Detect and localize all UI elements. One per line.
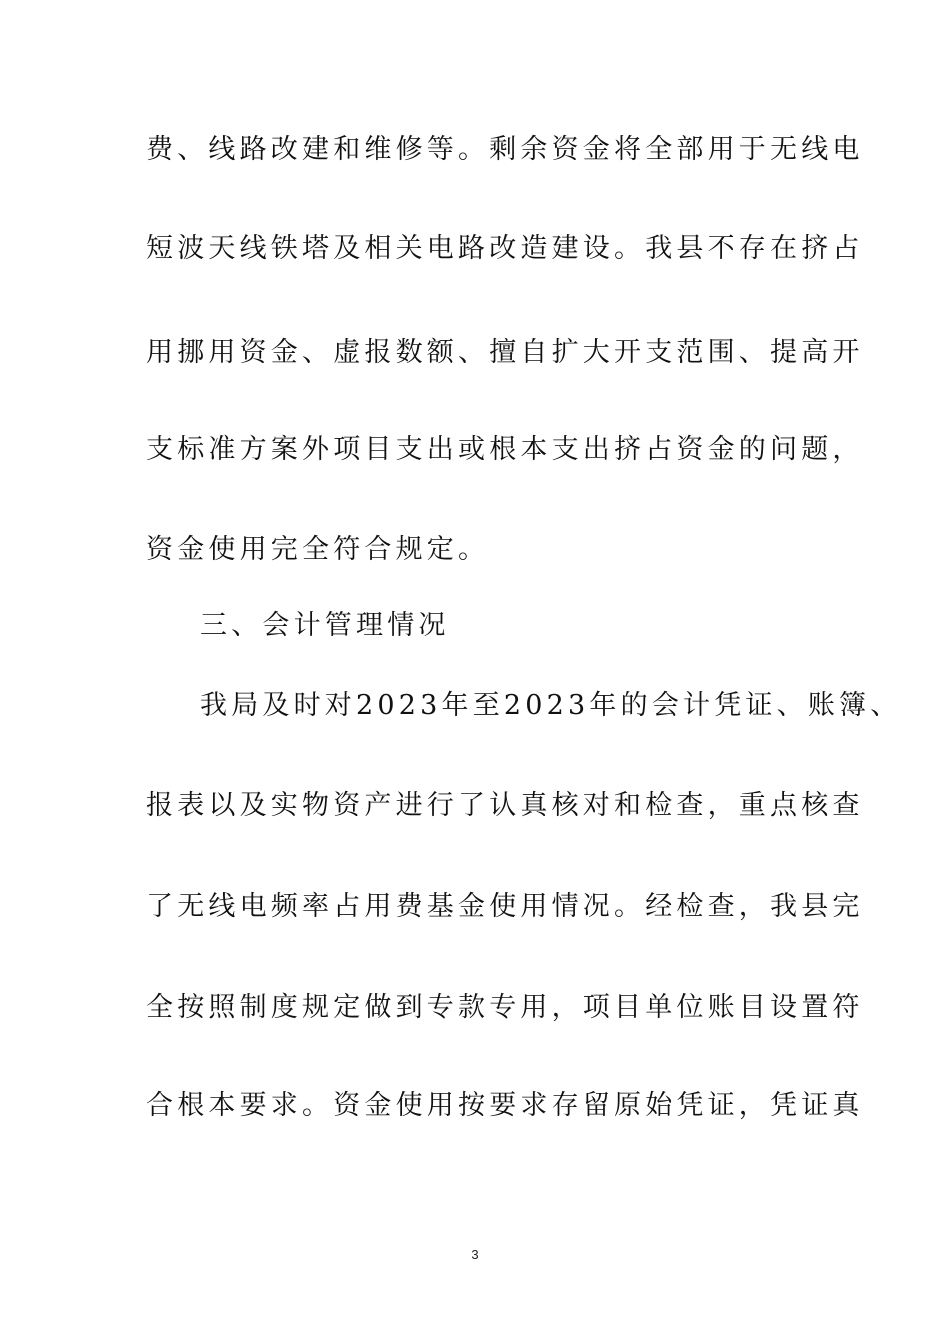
body-text-line: 资金使用完全符合规定。	[146, 534, 490, 565]
body-text-line: 全按照制度规定做到专款专用，项目单位账目设置符	[146, 992, 864, 1023]
body-text-line: 我局及时对2023年至2023年的会计凭证、账簿、	[200, 690, 902, 721]
body-text-line: 费、线路改建和维修等。剩余资金将全部用于无线电	[146, 134, 864, 165]
body-text-line: 了无线电频率占用费基金使用情况。经检查，我县完	[146, 891, 864, 922]
body-text-line: 短波天线铁塔及相关电路改造建设。我县不存在挤占	[146, 233, 864, 264]
page-number: 3	[471, 1247, 479, 1262]
body-text-line: 合根本要求。资金使用按要求存留原始凭证，凭证真	[146, 1090, 864, 1121]
body-text-line: 支标准方案外项目支出或根本支出挤占资金的问题，	[146, 434, 864, 465]
body-text-line: 报表以及实物资产进行了认真核对和检查，重点核查	[146, 790, 864, 821]
section-heading: 三、会计管理情况	[200, 610, 450, 641]
body-text-line: 用挪用资金、虚报数额、擅自扩大开支范围、提高开	[146, 337, 864, 368]
